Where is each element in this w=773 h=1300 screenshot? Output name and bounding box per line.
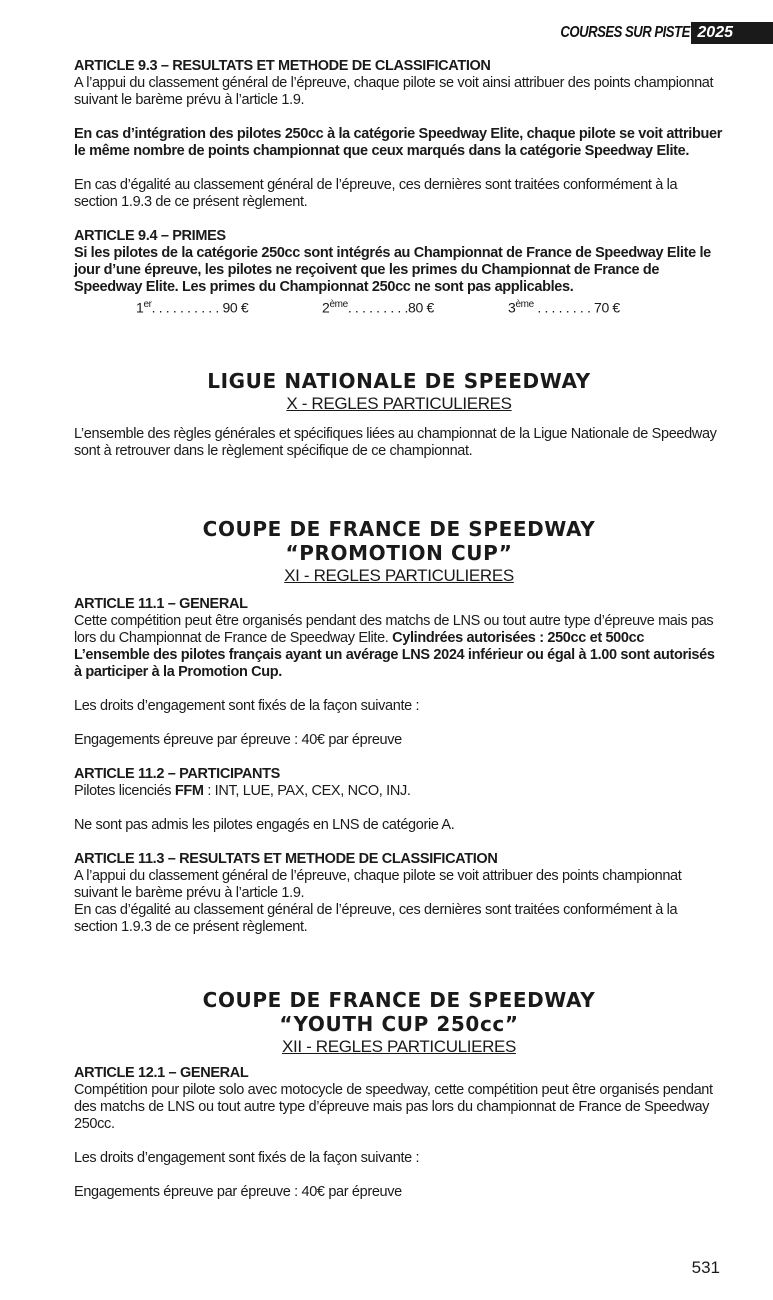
article-11-1-title: ARTICLE 11.1 – GENERAL (74, 595, 248, 612)
prize-item: 1er. . . . . . . . . . 90 € (136, 299, 249, 316)
article-11-2-p2: Ne sont pas admis les pilotes engagés en LNS de catégorie A. (74, 816, 455, 833)
article-11-3-title: ARTICLE 11.3 – RESULTATS ET METHODE DE CLASSIFICATION (74, 850, 498, 867)
lns-subheading: X - REGLES PARTICULIERES (286, 393, 512, 413)
header-title: COURSES SUR PISTE (559, 24, 690, 41)
article-9-3-p1: A l’appui du classement général de l’épreuve, chaque pilote se voit ainsi attribuer des points championnat suivant le barème prévu à l’article 1.9. (74, 75, 714, 108)
page-number: 531 (691, 1258, 720, 1277)
article-9-3-p3: En cas d’égalité au classement général de l’épreuve, ces dernières sont traitées conformément à la section 1.9.3 de ce présent règlement. (74, 177, 678, 210)
article-11-1-p1: Cette compétition peut être organisés pendant des matchs de LNS ou tout autre type d’épreuve mais pas lors du Championnat de France de Speedway Elite. Cylindrées autorisées : 250cc et 500cc (74, 612, 714, 646)
promo-subheading: XI - REGLES PARTICULIERES (284, 565, 514, 585)
article-11-3-p2: En cas d’égalité au classement général de l’épreuve, ces dernières sont traitées conformément à la section 1.9.3 de ce présent règlement. (74, 901, 678, 935)
prize-list (136, 296, 724, 317)
page-content (74, 58, 724, 1201)
article-9-3-title: ARTICLE 9.3 – RESULTATS ET METHODE DE CLASSIFICATION (74, 58, 491, 74)
article-9-3-p2: En cas d’intégration des pilotes 250cc à la catégorie Speedway Elite, chaque pilote se voit attribuer le même nombre de points championnat que ceux marqués dans la catégorie Speedway Elite. (74, 126, 722, 159)
page-header (532, 22, 773, 44)
article-11-1-p4: Engagements épreuve par épreuve : 40€ par épreuve (74, 731, 402, 748)
article-12-1-title: ARTICLE 12.1 – GENERAL (74, 1064, 249, 1081)
prize-item: 3ème . . . . . . . . 70 € (508, 299, 620, 316)
header-year: 2025 (691, 22, 773, 44)
article-11-2-p1: Pilotes licenciés FFM : INT, LUE, PAX, CEX, NCO, INJ. (74, 782, 411, 799)
article-12-1-p1: Compétition pour pilote solo avec motocycle de speedway, cette compétition peut être organisés pendant des matchs de LNS ou tout autre type d’épreuve mais pas lors du championnat de France de Speedway 250cc. (74, 1081, 713, 1132)
lns-heading: LIGUE NATIONALE DE SPEEDWAY (207, 368, 591, 393)
article-9-4-title: ARTICLE 9.4 – PRIMES (74, 228, 226, 244)
lns-paragraph: L’ensemble des règles générales et spécifiques liées au championnat de la Ligue Nationale de Speedway sont à retrouver dans le règlement spécifique de ce championnat. (74, 425, 717, 459)
youth-subheading: XII - REGLES PARTICULIERES (281, 1036, 516, 1056)
promo-heading-1: COUPE DE FRANCE DE SPEEDWAY (202, 516, 596, 541)
prize-item: 2ème. . . . . . . . .80 € (322, 299, 434, 316)
article-9-4-p1: Si les pilotes de la catégorie 250cc sont intégrés au Championnat de France de Speedway Elite le jour d’une épreuve, les pilotes ne reçoivent que les primes du Championnat de France de Speedway Elite. Les primes du Championnat 250cc ne sont pas applicables. (74, 245, 711, 295)
article-11-2-title: ARTICLE 11.2 – PARTICIPANTS (74, 765, 280, 782)
youth-heading-2: “YOUTH CUP 250cc” (279, 1011, 519, 1036)
article-11-1-p3: Les droits d’engagement sont fixés de la façon suivante : (74, 697, 420, 714)
article-11-1-p2: L’ensemble des pilotes français ayant un avérage LNS 2024 inférieur ou égal à 1.00 sont autorisés à participer à la Promotion Cup. (74, 646, 715, 680)
article-12-1-p2: Les droits d’engagement sont fixés de la façon suivante : (74, 1149, 420, 1166)
youth-heading-1: COUPE DE FRANCE DE SPEEDWAY (202, 987, 596, 1012)
promo-heading-2: “PROMOTION CUP” (285, 540, 513, 565)
article-12-1-p3: Engagements épreuve par épreuve : 40€ par épreuve (74, 1183, 402, 1200)
article-11-3-p1: A l’appui du classement général de l’épreuve, chaque pilote se voit attribuer des points championnat suivant le barème prévu à l’article 1.9. (74, 867, 682, 901)
